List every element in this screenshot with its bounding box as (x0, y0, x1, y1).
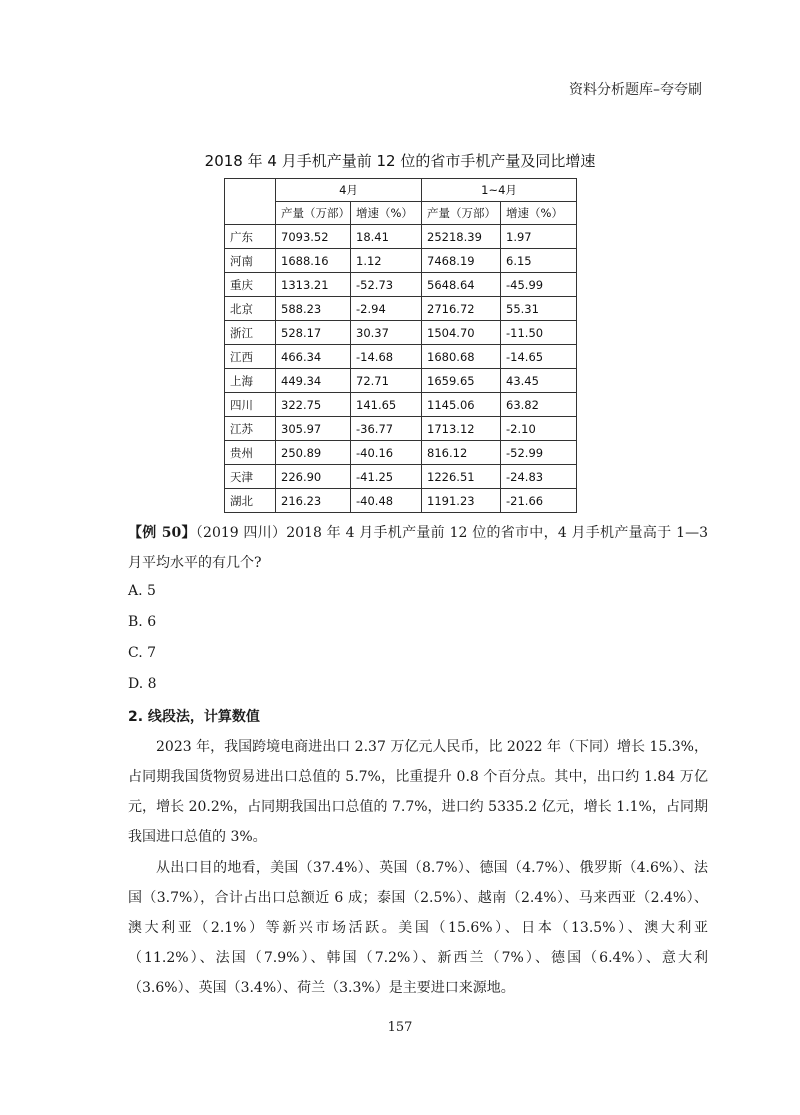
data-table (224, 178, 577, 513)
table-row (225, 465, 577, 489)
value-cell: -11.50 (501, 321, 577, 345)
value-cell: 1313.21 (276, 273, 351, 297)
value-cell: 5648.64 (422, 273, 501, 297)
value-cell: 216.23 (276, 489, 351, 513)
sub-header-growth: 增速（%） (501, 202, 577, 225)
body-paragraph-2: 从出口目的地看，美国（37.4%）、英国（8.7%）、德国（4.7%）、俄罗斯（4.6%）、法国（3.7%），合计占出口总额近 6 成；泰国（2.5%）、越南（2.4%）、马来西亚（2.4%）、澳大利亚（2.1%）等新兴市场活跃。美国（15.6%）、日本（13.5%）、澳大利亚（11.2%）、法国（7.9%）、韩国（7.2%）、新西兰（7%）、德国（6.4%）、意大利（3.6%）、英国（3.4%）、荷兰（3.3%）是主要进口来源地。 (128, 860, 708, 996)
page-number: 157 (387, 1020, 413, 1035)
table-row (225, 321, 577, 345)
value-cell: 7093.52 (276, 225, 351, 249)
province-cell: 江苏 (225, 417, 276, 441)
value-cell: -2.10 (501, 417, 577, 441)
value-cell: 1.12 (351, 249, 422, 273)
table-row (225, 441, 577, 465)
value-cell: -24.83 (501, 465, 577, 489)
value-cell: 6.15 (501, 249, 577, 273)
value-cell: 1191.23 (422, 489, 501, 513)
table-corner-cell (225, 179, 276, 225)
value-cell: -36.77 (351, 417, 422, 441)
value-cell: 1680.68 (422, 345, 501, 369)
province-cell: 湖北 (225, 489, 276, 513)
body-paragraph-1: 2023 年，我国跨境电商进出口 2.37 万亿元人民币，比 2022 年（下同）增长 15.3%，占同期我国货物贸易进出口总值的 5.7%，比重提升 0.8 个百分点。其中，出口约 1.84 万亿元，增长 20.2%，占同期我国出口总值的 7.7%，进口约 5335.2 亿元，增长 1.1%，占同期我国进口总值的 3%。 (128, 739, 708, 845)
value-cell: 1659.65 (422, 369, 501, 393)
table-body (225, 225, 577, 513)
table-row (225, 273, 577, 297)
value-cell: 141.65 (351, 393, 422, 417)
value-cell: 1145.06 (422, 393, 501, 417)
province-cell: 上海 (225, 369, 276, 393)
value-cell: -41.25 (351, 465, 422, 489)
question-label: 【例 50】 (128, 525, 196, 541)
table-row (225, 489, 577, 513)
value-cell: 528.17 (276, 321, 351, 345)
value-cell: 1688.16 (276, 249, 351, 273)
value-cell: -52.99 (501, 441, 577, 465)
option-c: C. 7 (128, 645, 157, 661)
value-cell: 2716.72 (422, 297, 501, 321)
value-cell: -14.65 (501, 345, 577, 369)
value-cell: 588.23 (276, 297, 351, 321)
table-row (225, 297, 577, 321)
value-cell: -2.94 (351, 297, 422, 321)
province-cell: 河南 (225, 249, 276, 273)
table-row (225, 393, 577, 417)
sub-header-output: 产量（万部） (422, 202, 501, 225)
value-cell: 1226.51 (422, 465, 501, 489)
value-cell: 55.31 (501, 297, 577, 321)
value-cell: 816.12 (422, 441, 501, 465)
option-b: B. 6 (128, 614, 157, 630)
value-cell: 63.82 (501, 393, 577, 417)
section-heading: 2. 线段法，计算数值 (128, 709, 260, 725)
province-cell: 广东 (225, 225, 276, 249)
province-cell: 重庆 (225, 273, 276, 297)
value-cell: 1504.70 (422, 321, 501, 345)
value-cell: 30.37 (351, 321, 422, 345)
value-cell: 18.41 (351, 225, 422, 249)
value-cell: 226.90 (276, 465, 351, 489)
value-cell: 322.75 (276, 393, 351, 417)
province-cell: 浙江 (225, 321, 276, 345)
value-cell: -45.99 (501, 273, 577, 297)
value-cell: -21.66 (501, 489, 577, 513)
province-cell: 江西 (225, 345, 276, 369)
value-cell: -52.73 (351, 273, 422, 297)
province-cell: 北京 (225, 297, 276, 321)
table-row (225, 369, 577, 393)
value-cell: 43.45 (501, 369, 577, 393)
value-cell: 25218.39 (422, 225, 501, 249)
table-row (225, 417, 577, 441)
group-header-jan-apr: 1~4月 (422, 179, 577, 202)
option-a: A. 5 (128, 583, 156, 599)
sub-header-output: 产量（万部） (276, 202, 351, 225)
option-d: D. 8 (128, 676, 157, 692)
province-cell: 天津 (225, 465, 276, 489)
value-cell: 305.97 (276, 417, 351, 441)
value-cell: 1713.12 (422, 417, 501, 441)
province-cell: 贵州 (225, 441, 276, 465)
table-title: 2018 年 4 月手机产量前 12 位的省市手机产量及同比增速 (204, 152, 596, 170)
value-cell: 250.89 (276, 441, 351, 465)
table-row (225, 225, 577, 249)
sub-header-growth: 增速（%） (351, 202, 422, 225)
value-cell: 7468.19 (422, 249, 501, 273)
value-cell: 449.34 (276, 369, 351, 393)
table-row (225, 345, 577, 369)
value-cell: -14.68 (351, 345, 422, 369)
running-header: 资料分析题库–夸夸刷 (569, 82, 702, 98)
question-paragraph (128, 518, 708, 578)
value-cell: -40.16 (351, 441, 422, 465)
value-cell: 1.97 (501, 225, 577, 249)
value-cell: 466.34 (276, 345, 351, 369)
value-cell: -40.48 (351, 489, 422, 513)
value-cell: 72.71 (351, 369, 422, 393)
question-text: （2019 四川）2018 年 4 月手机产量前 12 位的省市中，4 月手机产量高于 1—3 月平均水平的有几个? (128, 525, 708, 571)
province-cell: 四川 (225, 393, 276, 417)
group-header-april: 4月 (276, 179, 422, 202)
table-row (225, 249, 577, 273)
